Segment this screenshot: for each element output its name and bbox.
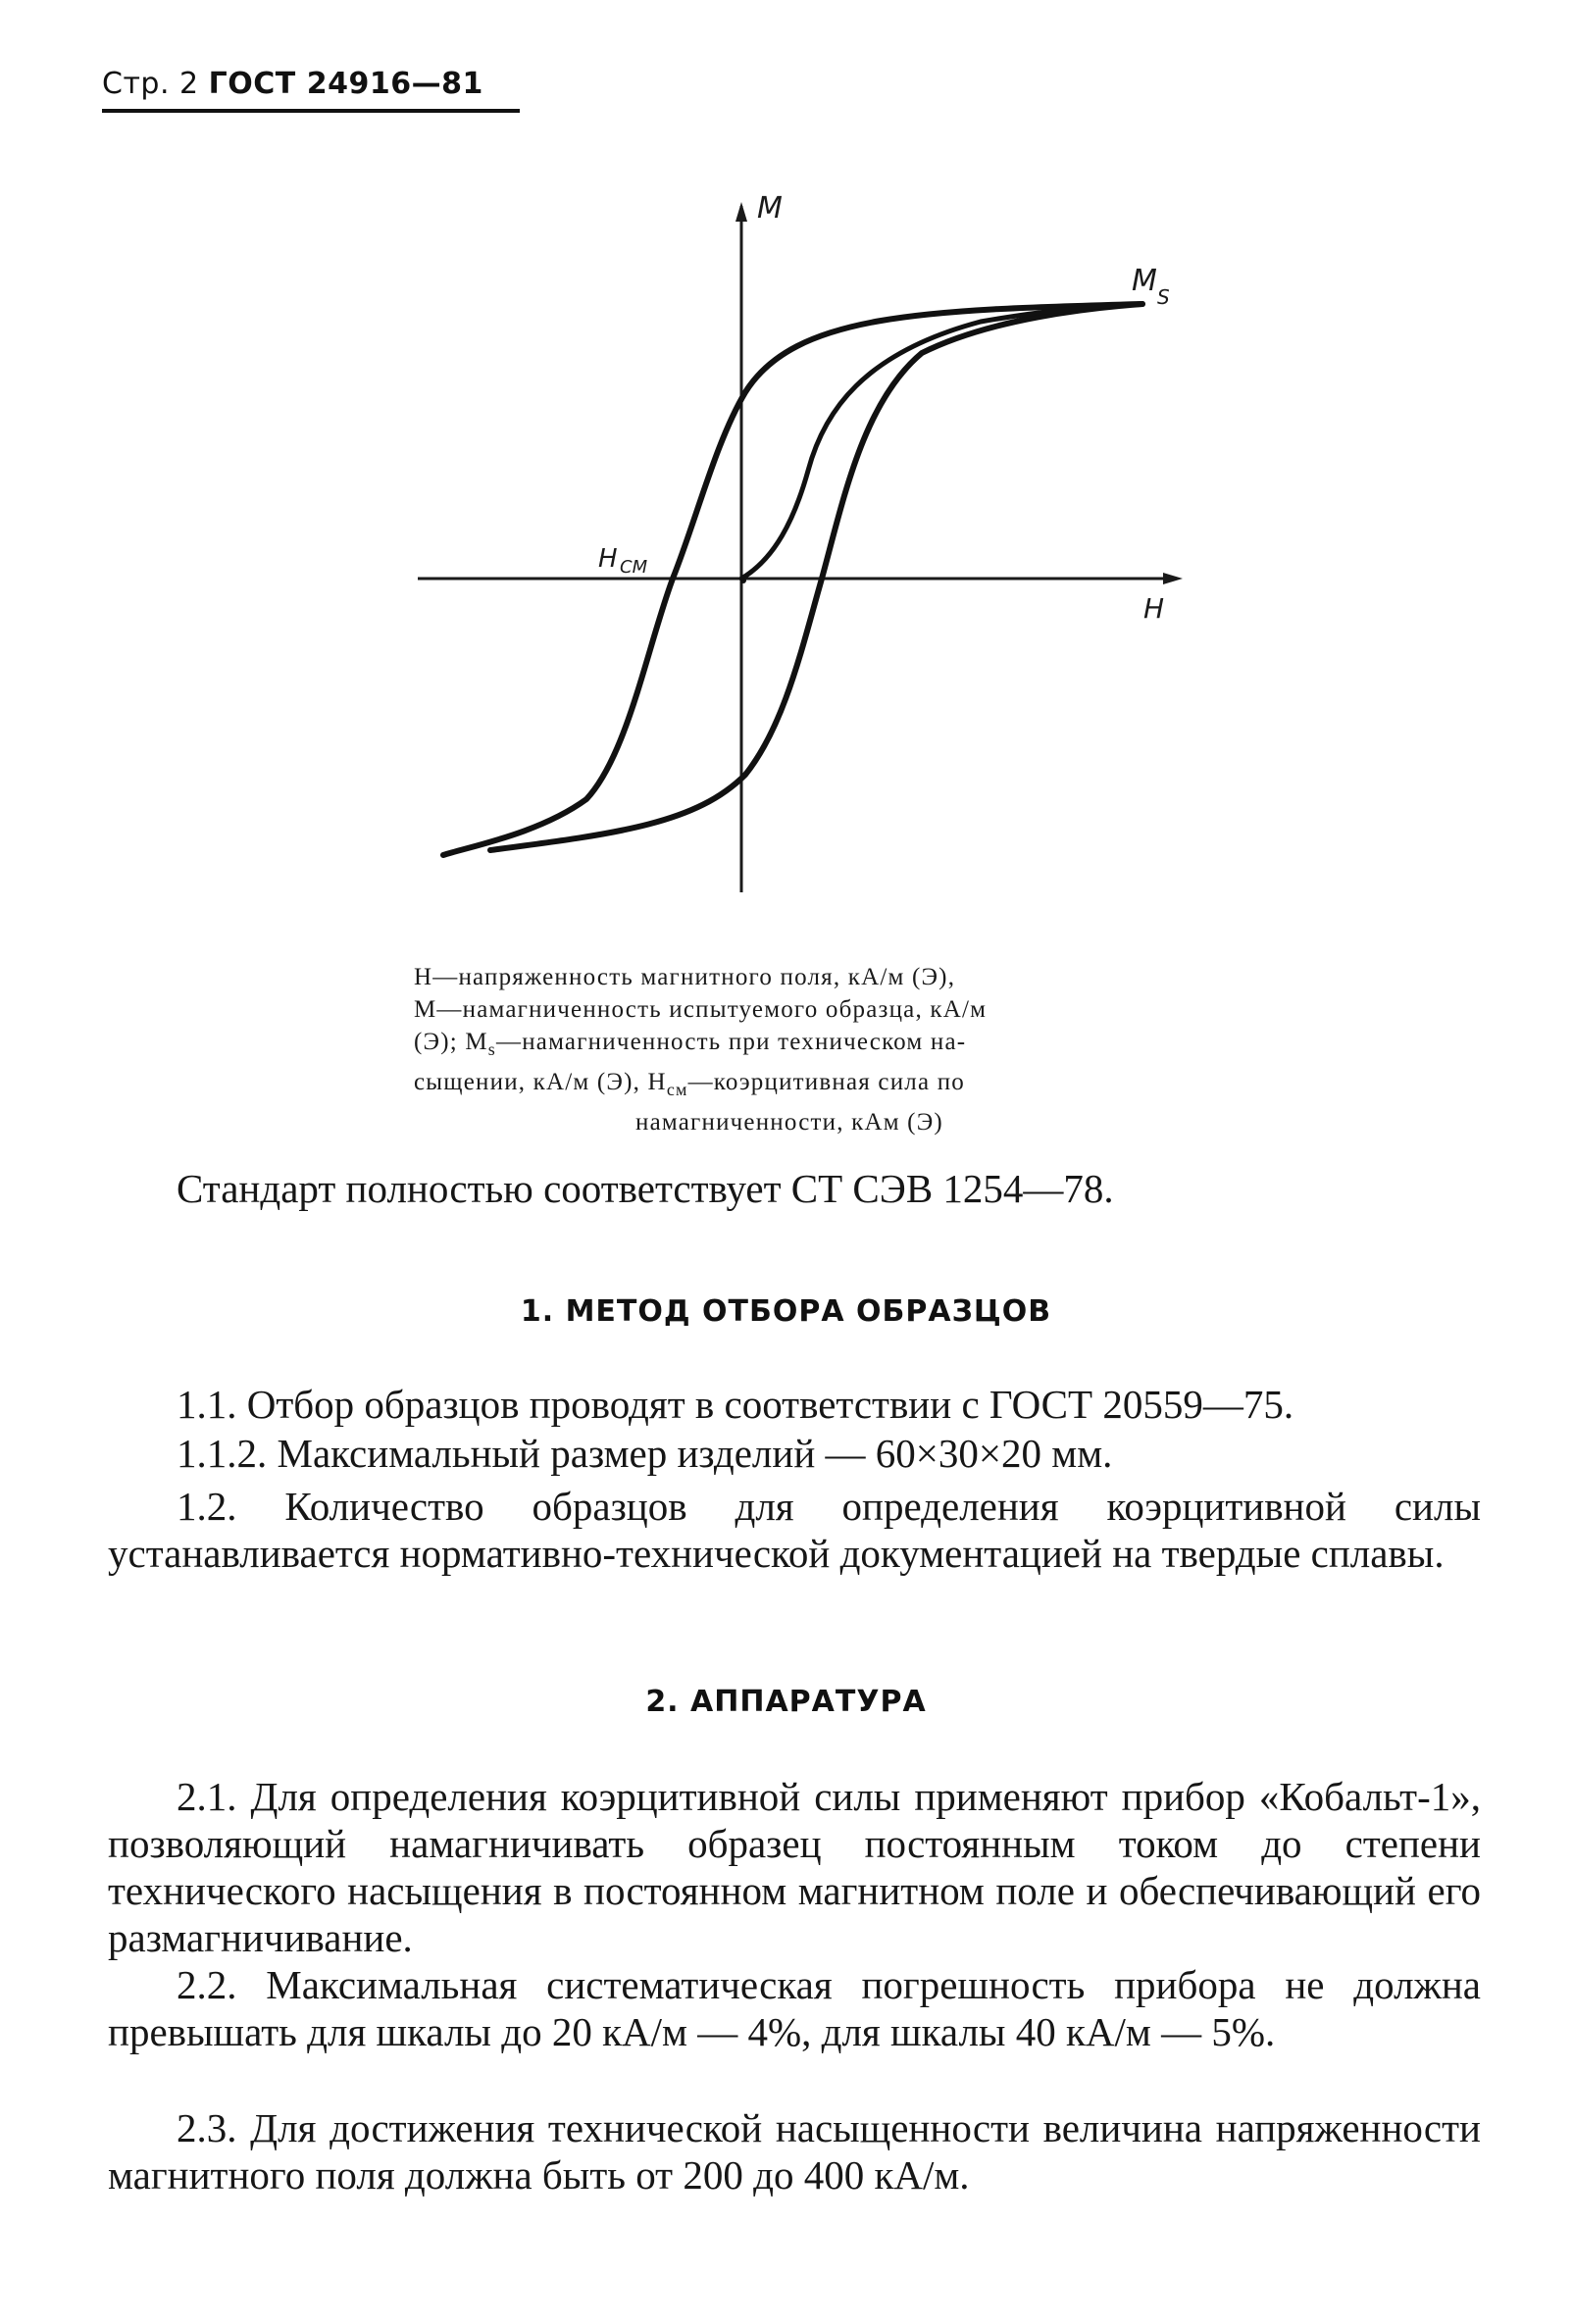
section-1-paragraph-1: 1.1. Отбор образцов проводят в соответствии с ГОСТ 20559—75.: [177, 1382, 1294, 1427]
section-1-title: 1. МЕТОД ОТБОРА ОБРАЗЦОВ: [520, 1294, 1052, 1329]
caption-line-3-rest: —намагниченность при техническом на-: [496, 1029, 967, 1055]
caption-line-4-sub: см: [666, 1080, 688, 1099]
saturation-label: M: [1132, 264, 1157, 298]
page-header: [102, 67, 520, 113]
standard-number: ГОСТ 24916—81: [208, 67, 483, 101]
caption-line-3: (Э); M: [414, 1029, 488, 1055]
caption-line-4-rest: —коэрцитивная сила по: [687, 1069, 965, 1095]
hysteresis-diagram: [412, 186, 1196, 912]
figure-caption: [414, 961, 1165, 1138]
coercive-subscript: CM: [620, 557, 648, 578]
caption-line-1: H—напряженность магнитного поля, кА/м (Э),: [414, 964, 956, 990]
hysteresis-figure: [412, 186, 1196, 912]
caption-line-3-sub: s: [487, 1039, 496, 1059]
origin-point: [740, 578, 746, 583]
caption-line-4: сыщении, кА/м (Э), H: [414, 1069, 667, 1095]
section-2-paragraph-3: 2.3. Для достижения технической насыщенности величина напряженности магнитного поля должна быть от 200 до 400 кА/м.: [108, 2105, 1481, 2198]
h-axis-label: H: [1143, 592, 1165, 625]
saturation-subscript: S: [1157, 285, 1170, 309]
m-axis-arrow-icon: [735, 202, 747, 222]
section-1-paragraph-2: 1.1.2. Максимальный размер изделий — 60×30×20 мм.: [177, 1431, 1113, 1476]
section-2-paragraph-2: 2.2. Максимальная систематическая погрешность прибора не должна превышать для шкалы до 20 кА/м — 4%, для шкалы 40 кА/м — 5%.: [108, 1962, 1481, 2054]
caption-line-2: M—намагниченность испытуемого образца, кА/м: [414, 996, 988, 1023]
intro-statement: Стандарт полностью соответствует СТ СЭВ 1254—78.: [177, 1166, 1114, 1211]
h-axis-arrow-icon: [1163, 573, 1183, 584]
m-axis-label: M: [757, 191, 783, 226]
page-number: Стр. 2: [102, 67, 199, 101]
section-1-paragraph-3: 1.2. Количество образцов для определения коэрцитивной силы устанавливается нормативно-технической документацией на твердые сплавы.: [108, 1484, 1481, 1576]
coercive-label: H: [598, 544, 618, 574]
caption-line-5: намагниченности, кАм (Э): [635, 1109, 943, 1136]
section-2-title: 2. АППАРАТУРА: [645, 1685, 927, 1719]
section-2-paragraph-1: 2.1. Для определения коэрцитивной силы применяют прибор «Кобальт-1», позволяющий намагничивать образец постоянным током до степени технического насыщения в постоянном магнитном поле и обеспечивающий его размагничивание.: [108, 1774, 1481, 1960]
